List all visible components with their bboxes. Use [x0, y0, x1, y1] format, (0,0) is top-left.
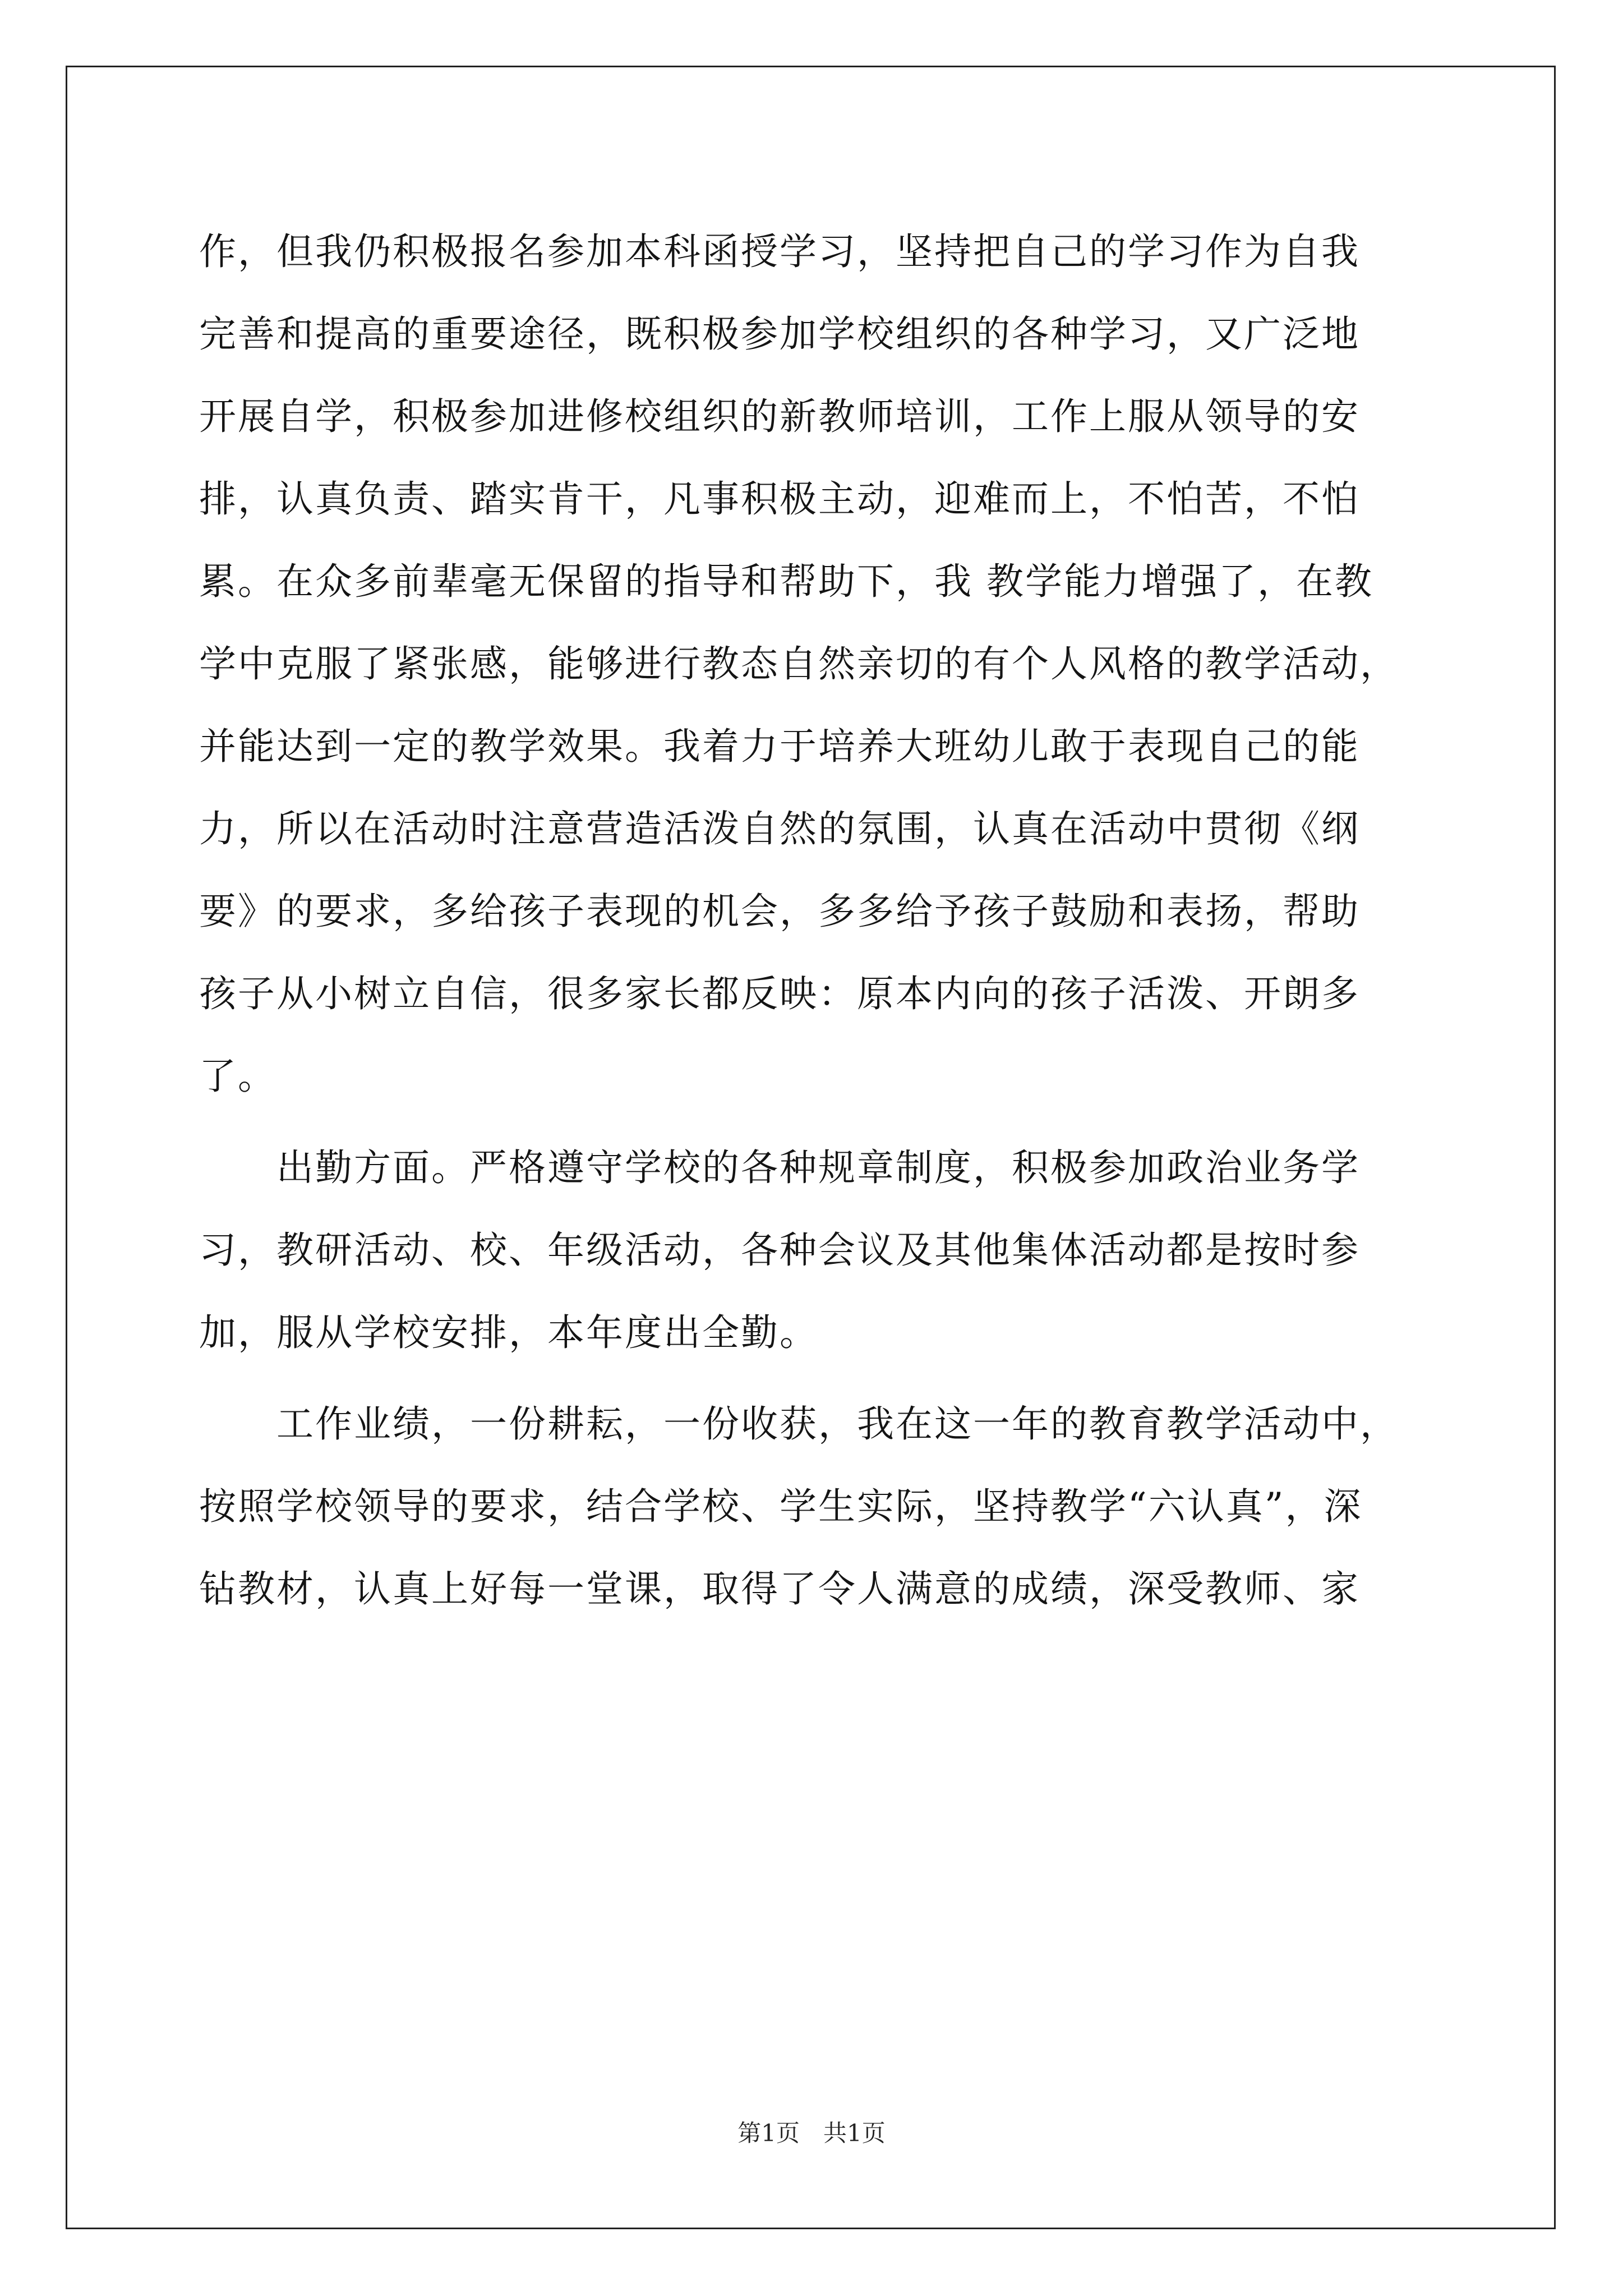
text-line: 作，但我仍积极报名参加本科函授学习，坚持把自己的学习作为自我: [199, 230, 1360, 273]
text-line: 学中克服了紧张感，能够进行教态自然亲切的有个人风格的教学活动，: [199, 642, 1399, 685]
text-line: 累。在众多前辈毫无保留的指导和帮助下，我 教学能力增强了，在教: [199, 560, 1373, 603]
text-line: 力，所以在活动时注意营造活泼自然的氛围，认真在活动中贯彻《纲: [199, 807, 1360, 850]
paragraph-achievement-line: 工作业绩，一份耕耘，一份收获，我在这一年的教育教学活动中，: [199, 1402, 1399, 1446]
text-line: 开展自学，积极参加进修校组织的新教师培训，工作上服从领导的安: [199, 395, 1360, 438]
text-line: 钻教材，认真上好每一堂课，取得了令人满意的成绩，深受教师、家: [199, 1567, 1360, 1611]
text-line: 要》的要求，多给孩子表现的机会，多多给予孩子鼓励和表扬，帮助: [199, 890, 1360, 933]
text-line: 习，教研活动、校、年级活动，各种会议及其他集体活动都是按时参: [199, 1228, 1360, 1272]
text-line: 了。: [199, 1055, 276, 1098]
text-line: 加，服从学校安排，本年度出全勤。: [199, 1311, 818, 1354]
document-body: [199, 210, 1436, 1630]
text-line: 按照学校领导的要求，结合学校、学生实际，坚持教学“六认真”，深: [199, 1485, 1363, 1528]
text-line: 孩子从小树立自信，很多家长都反映：原本内向的孩子活泼、开朗多: [199, 972, 1360, 1015]
text-line: 排，认真负责、踏实肯干，凡事积极主动，迎难而上，不怕苦，不怕: [199, 477, 1360, 521]
paragraph-gap: [199, 1374, 1436, 1383]
paragraph-attendance-line: 出勤方面。严格遵守学校的各种规章制度，积极参加政治业务学: [199, 1146, 1360, 1189]
page-number-footer: 第1页 共1页: [737, 2119, 886, 2147]
text-line: 并能达到一定的教学效果。我着力于培养大班幼儿敢于表现自己的能: [199, 725, 1360, 768]
text-line: 完善和提高的重要途径，既积极参加学校组织的各种学习，又广泛地: [199, 312, 1360, 356]
paragraph-gap: [199, 1117, 1436, 1126]
